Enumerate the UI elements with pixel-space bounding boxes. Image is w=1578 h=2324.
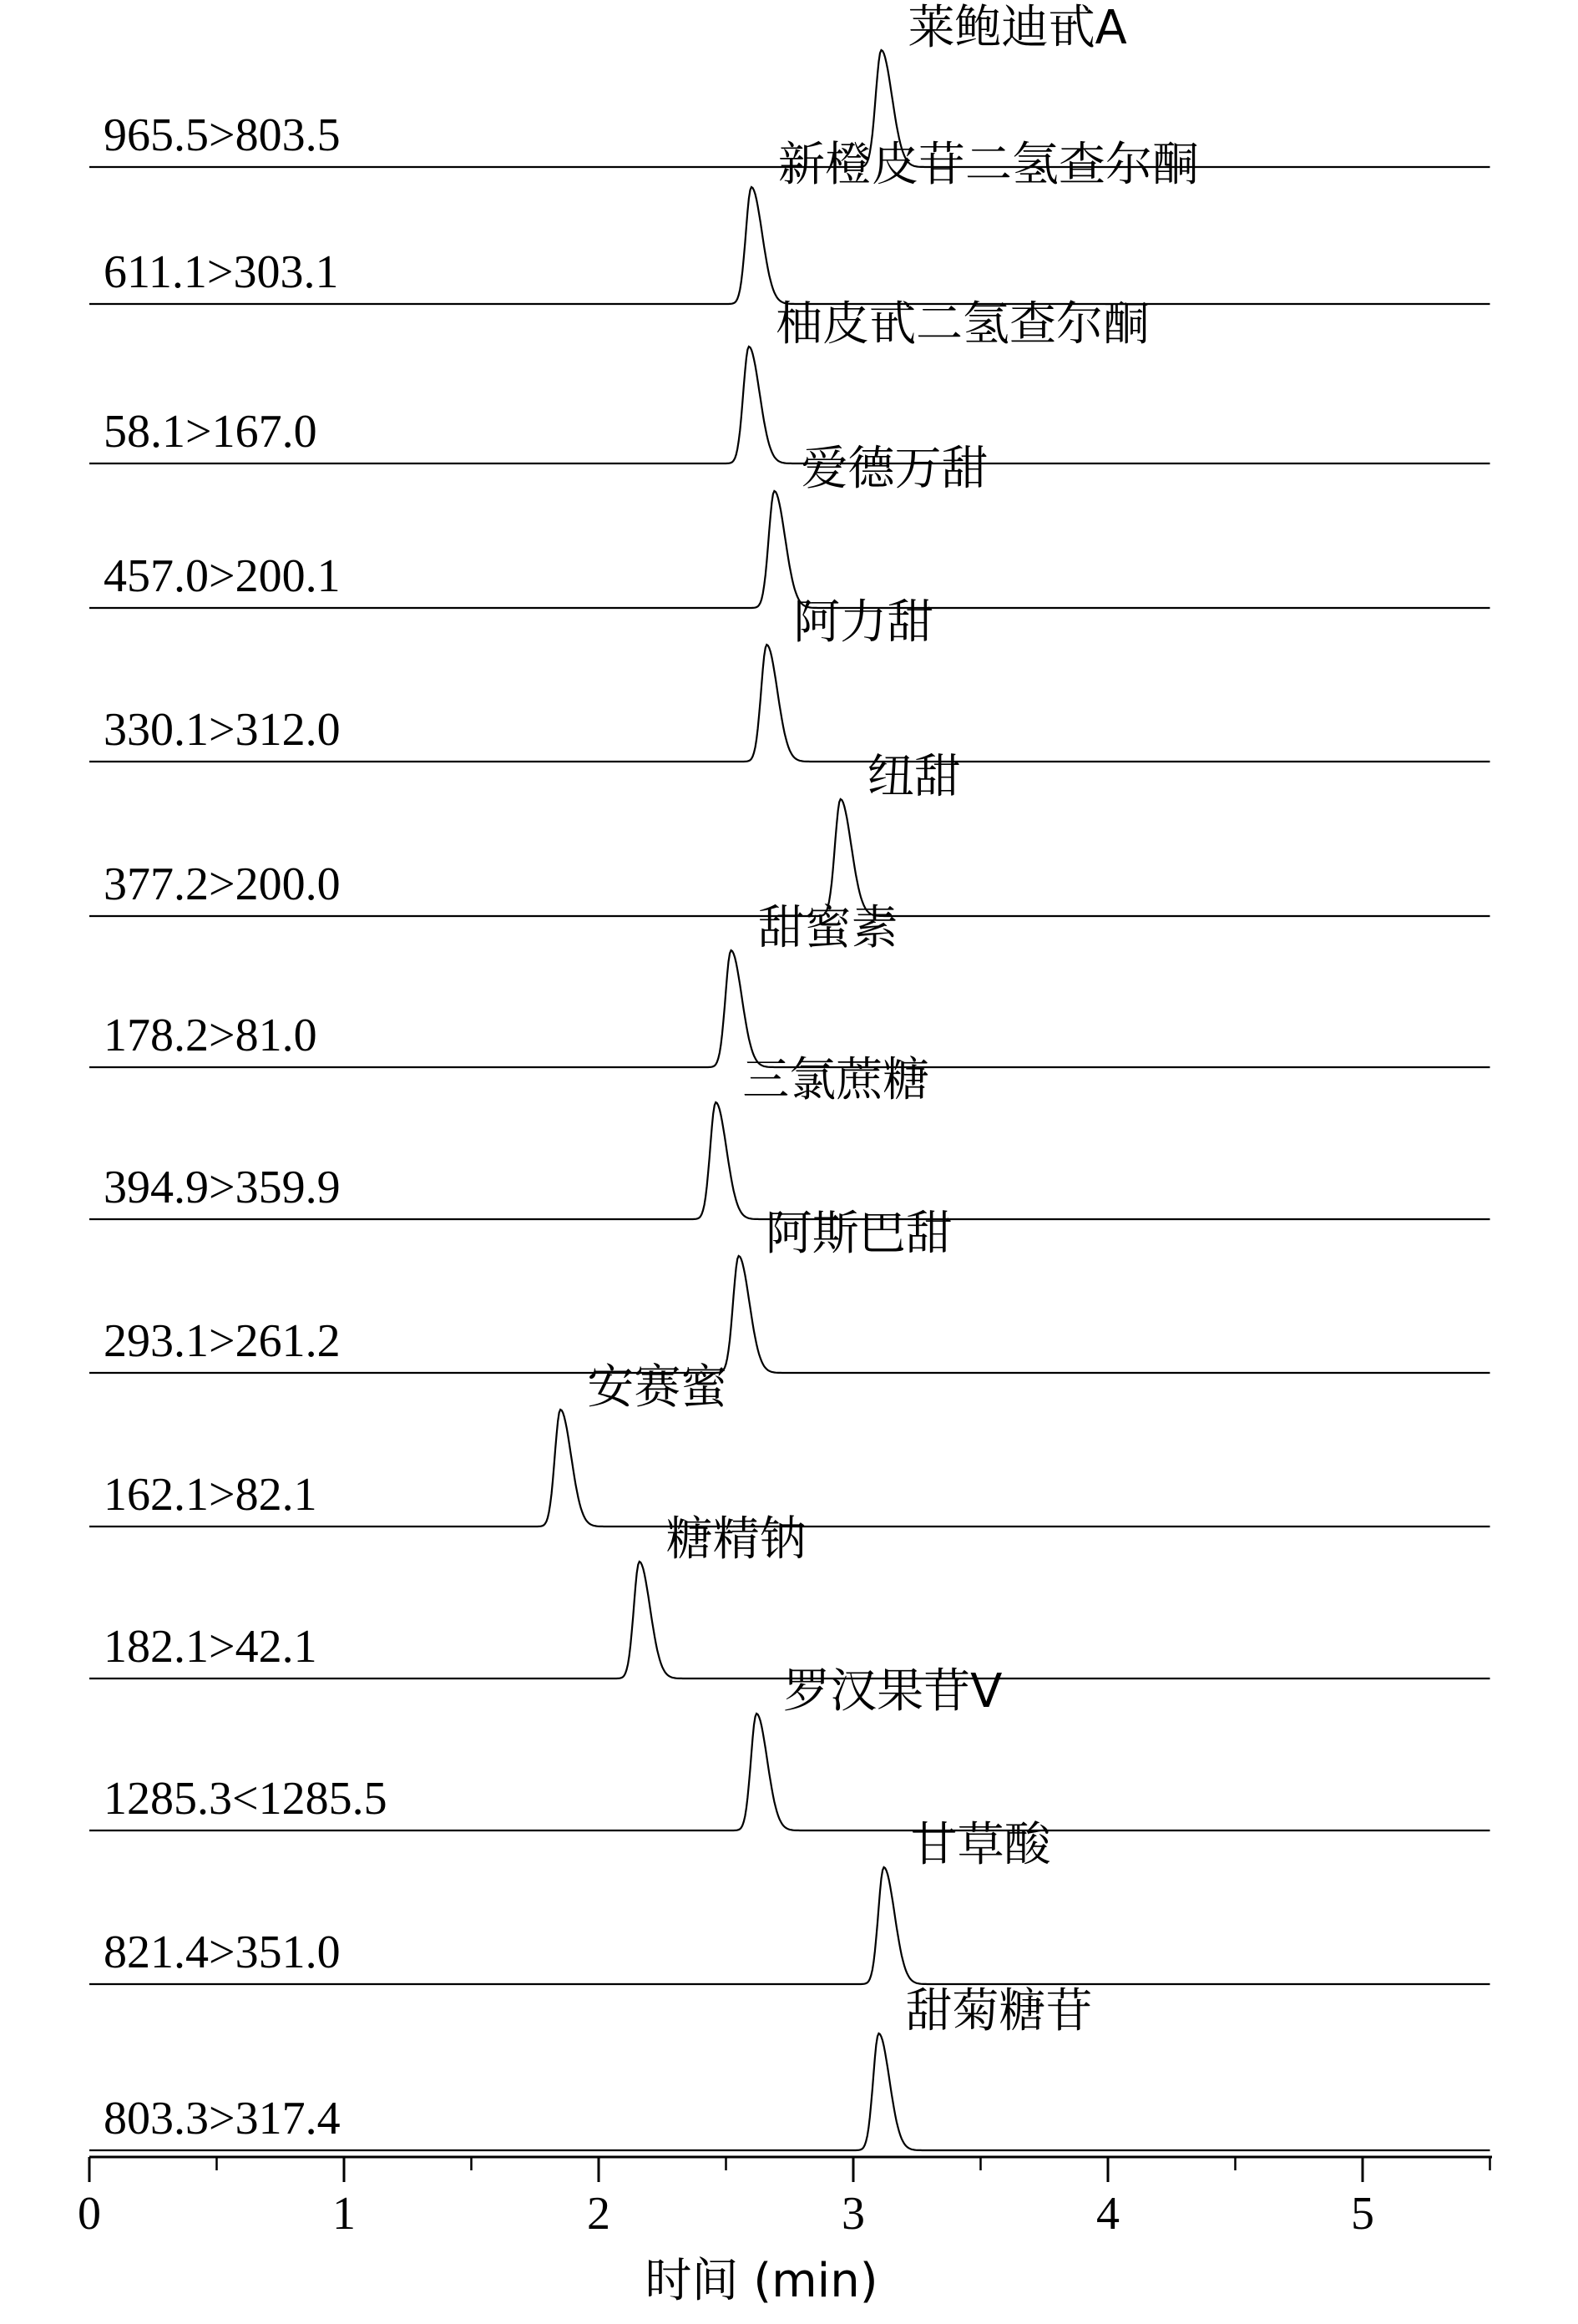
compound-label: 甜蜜素 <box>757 901 898 955</box>
transition-label: 457.0>200.1 <box>104 550 341 602</box>
transition-label: 394.9>359.9 <box>104 1162 341 1213</box>
compound-label: 罗汉果苷V <box>783 1664 1003 1719</box>
compound-label: 安赛蜜 <box>587 1360 728 1415</box>
x-tick-label: 3 <box>842 2188 865 2240</box>
trace-panel <box>89 1818 1490 1984</box>
trace-panel <box>89 1664 1490 1830</box>
transition-label: 182.1>42.1 <box>104 1621 317 1673</box>
trace-panel <box>89 138 1490 304</box>
trace-panel <box>89 297 1490 463</box>
trace-panel <box>89 1360 1490 1527</box>
transition-label: 821.4>351.0 <box>104 1927 341 1978</box>
compound-label: 新橙皮苷二氢查尔酮 <box>778 138 1199 192</box>
trace-panel <box>89 442 1490 608</box>
transition-label: 178.2>81.0 <box>104 1010 317 1061</box>
trace-panel <box>89 595 1490 762</box>
trace-panel <box>89 1512 1490 1678</box>
compound-label: 甘草酸 <box>910 1818 1051 1872</box>
trace-group <box>89 1 1490 2150</box>
transition-label: 58.1>167.0 <box>104 406 317 458</box>
compound-label: 阿斯巴甜 <box>765 1207 953 1261</box>
transition-label: 1285.3<1285.5 <box>104 1773 387 1825</box>
x-axis <box>78 2157 1492 2240</box>
trace-panel <box>89 750 1490 916</box>
trace-panel <box>89 1984 1490 2150</box>
x-tick-label: 0 <box>78 2188 101 2240</box>
transition-label: 377.2>200.0 <box>104 858 341 910</box>
trace-panel <box>89 901 1490 1067</box>
trace-panel <box>89 1053 1490 1219</box>
compound-label: 甜菊糖苷 <box>905 1984 1093 2038</box>
x-tick-label: 5 <box>1351 2188 1374 2240</box>
compound-label: 糖精钠 <box>665 1512 807 1567</box>
x-tick-label: 2 <box>587 2188 610 2240</box>
x-tick-label: 1 <box>332 2188 356 2240</box>
compound-label: 莱鲍迪甙A <box>908 1 1127 55</box>
compound-label: 纽甜 <box>867 750 961 804</box>
trace-panel <box>89 1207 1490 1373</box>
transition-label: 293.1>261.2 <box>104 1315 341 1367</box>
compound-label: 爱德万甜 <box>801 442 989 496</box>
x-tick-label: 4 <box>1096 2188 1120 2240</box>
transition-label: 611.1>303.1 <box>104 246 339 298</box>
transition-label: 965.5>803.5 <box>104 109 341 161</box>
compound-label: 三氯蔗糖 <box>742 1053 930 1107</box>
compound-label: 阿力甜 <box>793 595 934 650</box>
transition-label: 803.3>317.4 <box>104 2093 341 2144</box>
compound-label: 柚皮甙二氢查尔酮 <box>775 297 1150 352</box>
transition-label: 330.1>312.0 <box>104 704 341 756</box>
x-axis-label: 时间 (min) <box>645 2254 878 2308</box>
transition-label: 162.1>82.1 <box>104 1469 317 1521</box>
